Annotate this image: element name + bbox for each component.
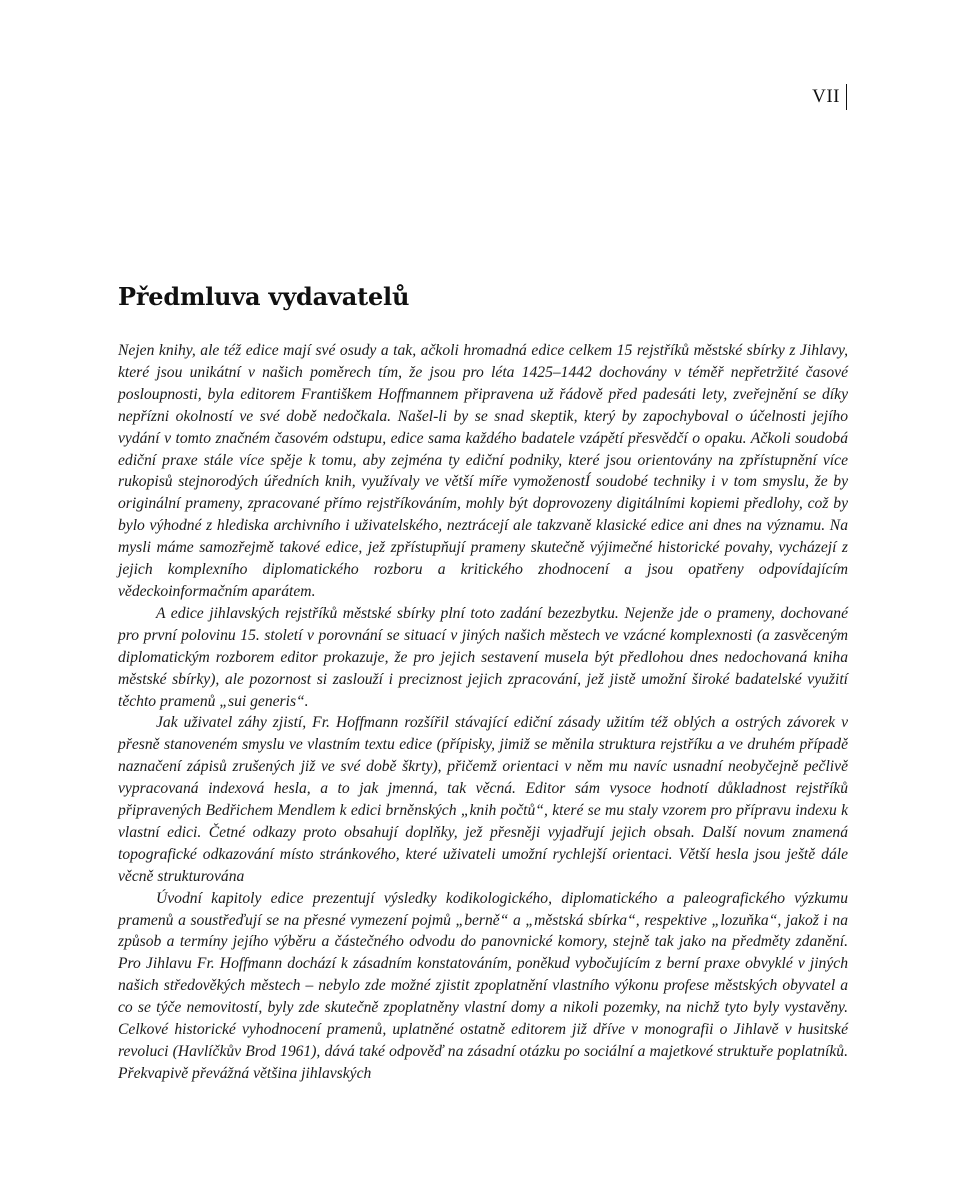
paragraph-4: Úvodní kapitoly edice prezentují výsledky kodikologického, diplomatického a paleografického výzkumu pramenů a soustřeďují se na přesné vymezení pojmů „berně“ a „městská sbírka“, respektive „lozuňka“, jakož i na způsob a termíny jejího výběru a částečného odvodu do panovnické komory, stejně tak jako na předměty zdanění. Pro Jihlavu Fr. Hoffmann dochází k zásadním konstatováním, poněkud vybočujícím z berní praxe obvyklé v jiných našich středověkých městech – nebylo zde možné zjistit zpoplatnění vlastního výkonu profese městských obyvatel a co se týče nemovitostí, byly zde skutečně zpoplatněny vlastní domy a nikoli pozemky, na nichž tyto byly vystavěny. Celkové historické vyhodnocení pramenů, uplatněné ostatně editorem již dříve v monografii o Jihlavě v husitské revoluci (Havlíčkův Brod 1961), dává také odpověď na zásadní otázku po sociální a majetkové struktuře poplatníků. Překvapivě převážná většina jihlavských <box>118 889 848 1082</box>
chapter-title: Předmluva vydavatelů <box>118 282 410 311</box>
page-number: VII <box>812 84 847 110</box>
paragraph-2: A edice jihlavských rejstříků městské sbírky plní toto zadání bezezbytku. Nejenže jde o prameny, dochované pro první polovinu 15. století v porovnání se situací v jiných našich městech ve vzácné komplexnosti (a zasvěceným diplomatickým rozborem editor prokazuje, že pro jejich sestavení musela být předlohou dnes nedochovaná kniha městské sbírky), ale pozornost si zaslouží i preciznost jejich zpracování, jež jistě umožní široké badatelské využití těchto pramenů „sui generis“. <box>118 604 848 710</box>
body-text <box>118 340 848 1085</box>
paragraph-3: Jak uživatel záhy zjistí, Fr. Hoffmann rozšířil stávající ediční zásady užitím též oblých a ostrých závorek v přesně stanoveném smyslu ve vlastním textu edice (přípisky, jimiž se měnila struktura rejstříku a ve druhém případě naznačení zápisů zrušených již ve své době škrty), přičemž orientaci v něm mu navíc usnadní neobyčejně pečlivě vypracovaná indexová hesla, a to jak jmenná, tak věcná. Editor sám vysoce hodnotí důkladnost rejstříků připravených Bedřichem Mendlem k edici brněnských „knih počtů“, které se mu staly vzorem pro přípravu indexu k vlastní edici. Četné odkazy proto obsahují doplňky, jež přesněji vyjadřují jejich obsah. Další novum znamená topografické odkazování místo stránkového, které uživateli umožní rychlejší orientaci. Větší hesla jsou ještě dále věcně strukturována <box>118 714 848 885</box>
paragraph-1: Nejen knihy, ale též edice mají své osudy a tak, ačkoli hromadná edice celkem 15 rejstříků městské sbírky z Jihlavy, které jsou unikátní v našich poměrech tím, že jsou pro léta 1425–1442 dochovány v téměř nepřetržité časové posloupnosti, byla editorem Františkem Hoffmannem připravena už řádově před padesáti lety, zveřejnění se díky nepřízni okolností ve své době nedočkala. Našel-li by se snad skeptik, který by zapochyboval o účelnosti jejího vydání v tomto značném časovém odstupu, edice sama každého badatele vzápětí přesvědčí o opaku. Ačkoli soudobá ediční praxe stále více spěje k tomu, aby zejména ty ediční podniky, které jsou orientovány na zpřístupnění více rukopisů stejnorodých úředních knih, využívaly ve větší míře vymoženostÍ soudobé techniky i v tom smyslu, že by originální prameny, zpracované přímo rejstříkováním, mohly být doprovozeny digitálními kopiemi předlohy, což by bylo výhodné z hlediska archivního i uživatelského, neztrácejí ale takzvaně klasické edice ani dnes na významu. Na mysli máme samozřejmě takové edice, jež zpřístupňují prameny skutečně výjimečné historické povahy, vycházejí z jejich komplexního diplomatického rozboru a kritického zhodnocení a jsou opatřeny odpovídajícím vědeckoinformačním aparátem. <box>118 342 848 600</box>
